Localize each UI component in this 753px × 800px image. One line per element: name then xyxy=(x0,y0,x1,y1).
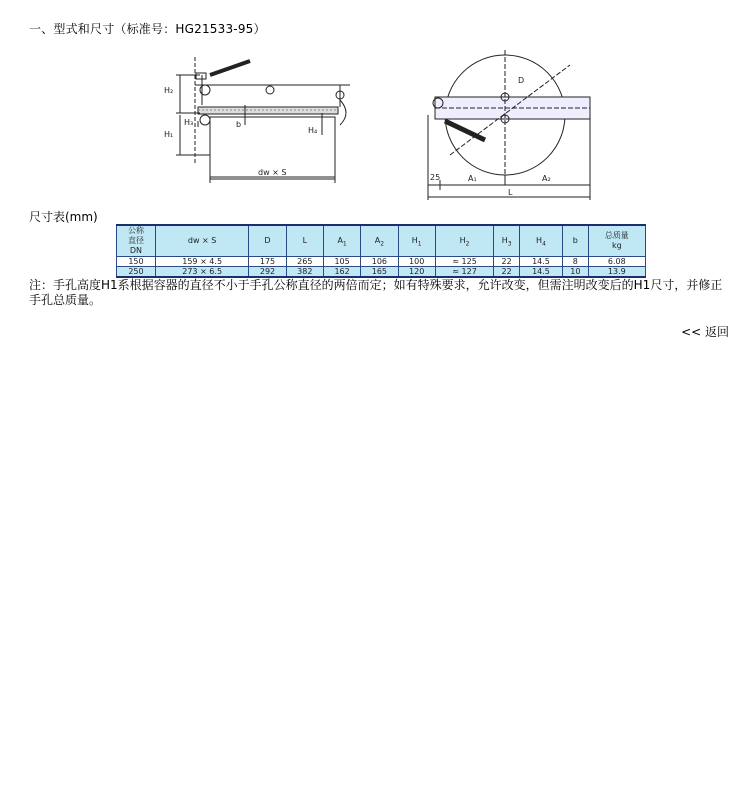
cell: 175 xyxy=(249,257,286,267)
label-dws: dw × S xyxy=(258,168,287,177)
label-h3: H₃ xyxy=(184,118,194,127)
col-a1-main: A xyxy=(337,236,343,245)
col-h4 xyxy=(519,225,562,257)
col-h3-main: H xyxy=(501,236,508,245)
cell: 165 xyxy=(361,267,398,278)
col-h1 xyxy=(398,225,435,257)
cell: 6.08 xyxy=(588,257,645,267)
col-h2 xyxy=(435,225,493,257)
cell: 106 xyxy=(361,257,398,267)
handhole-drawing-svg xyxy=(150,45,610,205)
col-a2-sub: 2 xyxy=(380,240,385,248)
col-dn-line3: DN xyxy=(129,246,143,255)
cell: ≈ 127 xyxy=(435,267,493,278)
cell: 265 xyxy=(286,257,323,267)
col-dn-line2: 直径 xyxy=(127,236,144,245)
cell: 100 xyxy=(398,257,435,267)
col-h4-main: H xyxy=(536,236,543,245)
col-a2-main: A xyxy=(374,236,381,245)
col-b: b xyxy=(563,225,589,257)
label-b: b xyxy=(236,120,242,129)
cell: 14.5 xyxy=(519,267,562,278)
table-header-row xyxy=(117,225,646,257)
cell: 292 xyxy=(249,267,286,278)
col-h3-sub: 3 xyxy=(507,240,512,248)
col-l: L xyxy=(286,225,323,257)
col-a1-sub: 1 xyxy=(342,240,347,248)
cell: 382 xyxy=(286,267,323,278)
cell: 8 xyxy=(563,257,589,267)
dimensions-table xyxy=(116,224,646,278)
col-h3 xyxy=(494,225,520,257)
col-a1 xyxy=(323,225,360,257)
cell: 105 xyxy=(323,257,360,267)
col-a2 xyxy=(361,225,398,257)
handhole-drawing xyxy=(150,45,610,205)
col-h2-main: H xyxy=(459,236,466,245)
label-h1: H₁ xyxy=(164,130,174,139)
cell: 10 xyxy=(563,267,589,278)
cell: 22 xyxy=(494,267,520,278)
cell: 13.9 xyxy=(588,267,645,278)
cell: 120 xyxy=(398,267,435,278)
col-d: D xyxy=(249,225,286,257)
cell: 273 × 6.5 xyxy=(155,267,248,278)
label-h2: H₂ xyxy=(164,86,174,95)
back-link[interactable]: << 返回 xyxy=(681,325,729,339)
table-row xyxy=(117,267,646,278)
col-mass xyxy=(588,225,645,257)
col-h1-sub: 1 xyxy=(417,240,422,248)
label-a1: A₁ xyxy=(468,174,477,183)
cell: 22 xyxy=(494,257,520,267)
page-heading: 一、型式和尺寸（标准号：HG21533-95） xyxy=(29,22,266,36)
table-title: 尺寸表(mm) xyxy=(29,210,98,224)
col-h1-main: H xyxy=(411,236,418,245)
col-h2-sub: 2 xyxy=(465,240,470,248)
footnote: 注：手孔高度H1系根据容器的直径不小于手孔公称直径的两倍而定；如有特殊要求，允许改变，但需注明改变后的H1尺寸，并修正手孔总质量。 xyxy=(29,278,723,307)
label-h4: H₄ xyxy=(308,126,318,135)
col-dn xyxy=(117,225,156,257)
cell: 162 xyxy=(323,267,360,278)
cell: 250 xyxy=(117,267,156,278)
table-row xyxy=(117,257,646,267)
col-h4-sub: 4 xyxy=(542,240,546,248)
col-mass-line1: 总质量 xyxy=(604,231,629,240)
cell: 159 × 4.5 xyxy=(155,257,248,267)
col-dws: dw × S xyxy=(155,225,248,257)
cell: ≈ 125 xyxy=(435,257,493,267)
col-dn-line1: 公称 xyxy=(127,226,144,235)
cell: 150 xyxy=(117,257,156,267)
label-25: 25 xyxy=(430,173,441,182)
label-l: L xyxy=(508,188,513,197)
cell: 14.5 xyxy=(519,257,562,267)
label-a2: A₂ xyxy=(542,174,551,183)
col-mass-line2: kg xyxy=(611,241,622,250)
label-d: D xyxy=(518,76,525,85)
